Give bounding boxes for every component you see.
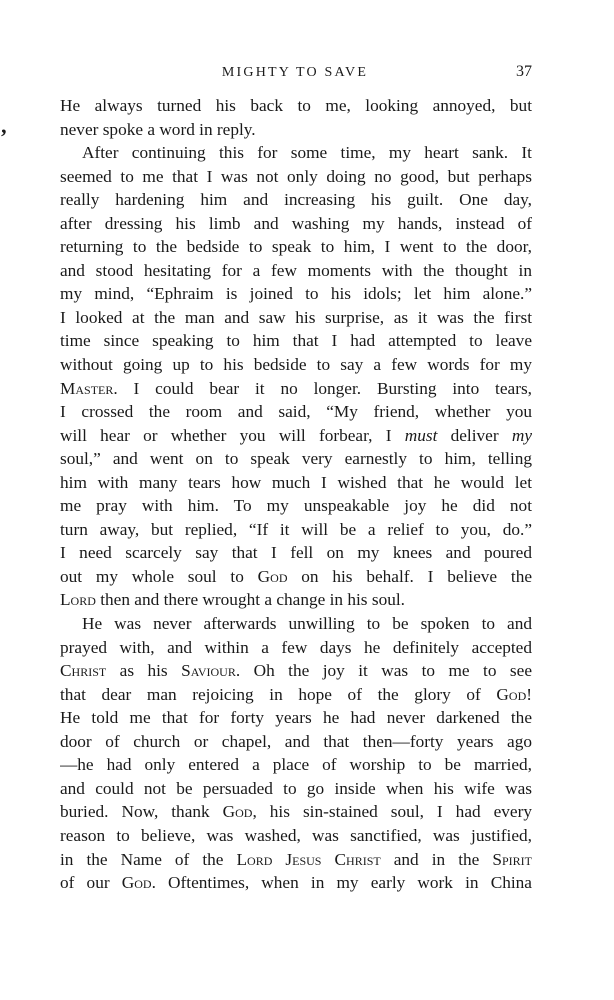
text-line: Master. I could bear it no longer. Bursting into tears, [60,378,532,398]
paragraph-start-line: After continuing this for some time, my heart sank. It [82,143,532,163]
text-line: I looked at the man and saw his surprise, as it was the first [60,307,532,327]
text-line: and stood hesitating for a few moments with the thought in [60,260,532,280]
text-line: never spoke a word in reply. [60,119,256,139]
text-line: He always turned his back to me, looking annoyed, but [60,96,532,115]
text-line: in the Name of the Lord Jesus Christ and in the Spirit [60,849,532,869]
small-caps-word: Lord Jesus Christ [236,849,381,869]
small-caps-word: Master [60,378,114,398]
italic-word: my [511,425,532,445]
text-line: that dear man rejoicing in hope of the glory of God! [60,684,532,704]
text-line: out my whole soul to God on his behalf. I believe the [60,566,532,586]
margin-mark: ’ [0,124,8,149]
text-line: I need scarcely say that I fell on my knees and poured [60,543,532,563]
text-line: my mind, “Ephraim is joined to his idols; let him alone.” [60,284,532,304]
small-caps-word: God [496,684,527,704]
text-line: will hear or whether you will forbear, I must deliver my [60,425,532,445]
running-head [0,63,614,87]
small-caps-word: Spirit [492,849,532,869]
page-number: 37 [516,63,532,80]
text-line: He told me that for forty years he had never darkened the [60,708,532,728]
text-line: turn away, but replied, “If it will be a relief to you, do.” [60,519,532,539]
text-line: time since speaking to him that I had attempted to leave [60,331,532,351]
small-caps-word: Lord [60,590,96,610]
text-line: seemed to me that I was not only doing no good, but perhaps [60,166,532,186]
text-line: and could not be persuaded to go inside when his wife was [60,778,532,798]
text-line: —he had only entered a place of worship to be married, [60,755,532,775]
text-line: really hardening him and increasing his guilt. One day, [60,190,532,210]
text-line: prayed with, and within a few days he definitely accepted [60,637,532,657]
small-caps-word: God [222,802,253,822]
small-caps-word: God [121,873,152,893]
paragraph-start-line: He was never afterwards unwilling to be spoken to and [82,614,532,634]
text-line: Lord then and there wrought a change in his soul. [60,590,405,610]
small-caps-word: God [257,566,288,586]
text-line: I crossed the room and said, “My friend, whether you [60,402,532,422]
italic-word: must [404,425,438,445]
body-text [60,94,532,895]
running-title: MIGHTY TO SAVE [221,65,369,80]
text-line: reason to believe, was washed, was sanctified, was justified, [60,825,532,845]
text-line: me pray with him. To my unspeakable joy he did not [60,496,532,516]
text-line: soul,” and went on to speak very earnestly to him, telling [60,449,532,469]
small-caps-word: Christ [60,661,107,681]
text-line: after dressing his limb and washing my hands, instead of [60,213,532,233]
text-line: without going up to his bedside to say a few words for my [60,355,532,375]
text-line: of our God. Oftentimes, when in my early work in China [60,873,532,893]
text-line: Christ as his Saviour. Oh the joy it was to me to see [60,661,532,681]
text-line: door of church or chapel, and that then—forty years ago [60,731,532,751]
small-caps-word: Saviour [181,661,236,681]
text-line: returning to the bedside to speak to him, I went to the door, [60,237,532,257]
text-line: him with many tears how much I wished that he would let [60,472,532,492]
text-line: buried. Now, thank God, his sin-stained soul, I had every [60,802,532,822]
